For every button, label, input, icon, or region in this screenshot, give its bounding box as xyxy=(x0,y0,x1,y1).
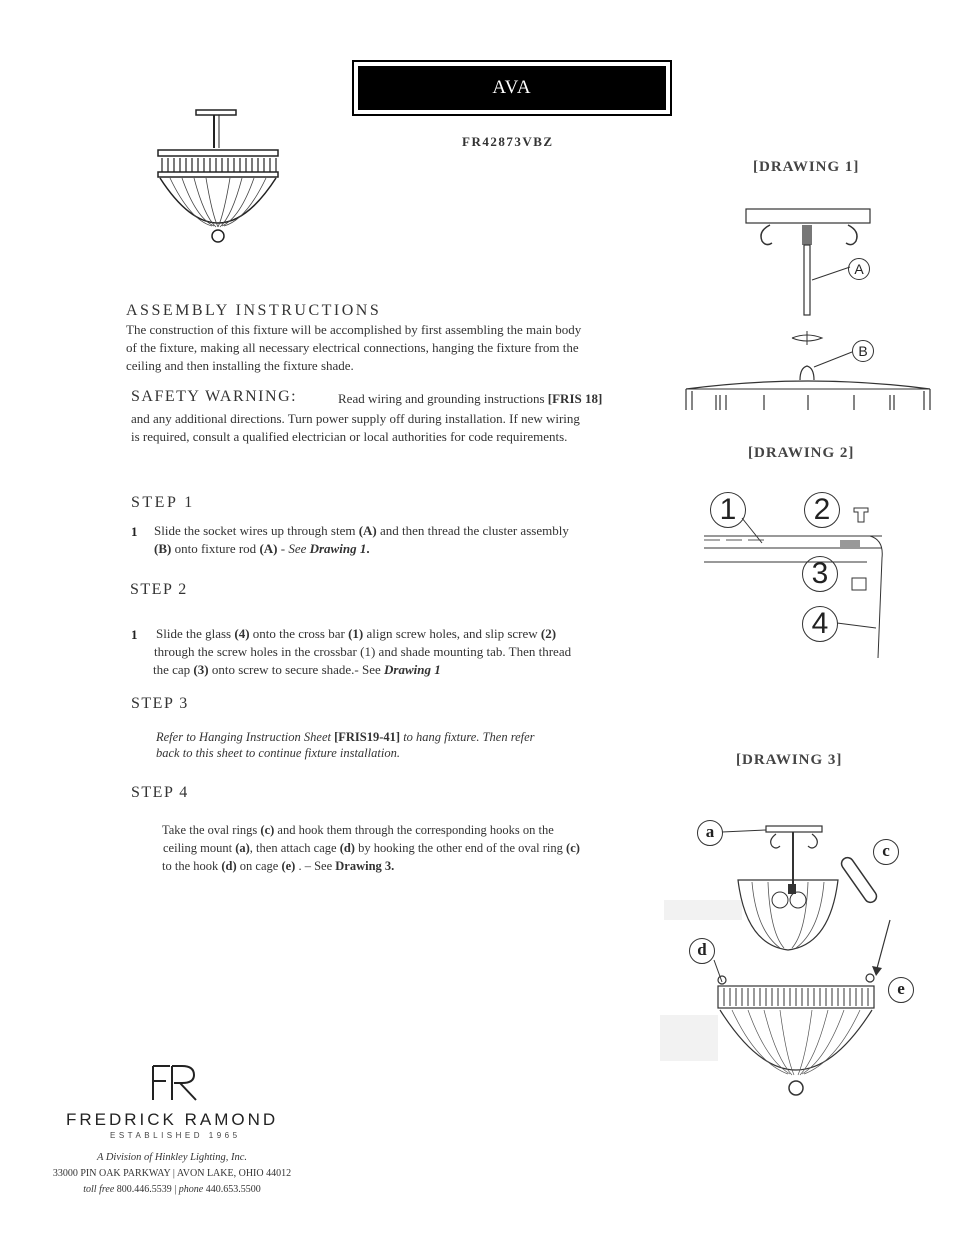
safety-text: Read wiring and grounding instructions xyxy=(338,391,548,406)
step-1-heading: STEP 1 xyxy=(131,494,195,511)
callout-a-upper: A xyxy=(848,258,870,280)
phone-line: toll free 800.446.5539 | phone 440.653.5500 xyxy=(83,1184,261,1195)
callout-3: 3 xyxy=(802,556,838,592)
brand-name: FREDRICK RAMOND xyxy=(66,1110,279,1129)
drawing-1 xyxy=(684,205,934,415)
assembly-line: ceiling and then installing the fixture shade. xyxy=(126,358,354,373)
safety-text-block xyxy=(131,410,671,446)
callout-4: 4 xyxy=(802,606,838,642)
callout-b-upper: B xyxy=(852,340,874,362)
step-2-heading: STEP 2 xyxy=(130,581,188,598)
address-text: 33000 PIN OAK PARKWAY | AVON LAKE, OHIO 44012 xyxy=(52,1168,292,1179)
callout-d: d xyxy=(689,938,715,964)
fr-monogram-logo xyxy=(150,1064,200,1104)
product-title: AVA xyxy=(358,66,666,110)
step-1-text: Slide the socket wires up through stem (A) and then thread the cluster assembly (B) onto fixture rod (A) - See Drawing 1. xyxy=(154,523,569,556)
step-2-number: 1 xyxy=(131,627,138,642)
established-text: ESTABLISHED 1965 xyxy=(110,1131,241,1140)
callout-a: a xyxy=(697,820,723,846)
step-3-text: Refer to Hanging Instruction Sheet [FRIS19-41] to hang fixture. Then refer back to this sheet to continue fixture installation. xyxy=(156,730,535,760)
safety-line: and any additional directions. Turn power supply off during installation. If new wiring xyxy=(131,411,580,426)
safety-line: is required, consult a qualified electrician or local authorities for code requirements. xyxy=(131,429,568,444)
assembly-heading: ASSEMBLY INSTRUCTIONS xyxy=(126,302,382,319)
step-3-heading: STEP 3 xyxy=(131,695,189,712)
callout-1: 1 xyxy=(710,492,746,528)
title-box xyxy=(352,60,672,116)
division-text: A Division of Hinkley Lighting, Inc. xyxy=(97,1152,247,1163)
assembly-line: of the fixture, making all necessary electrical connections, hanging the fixture from the xyxy=(126,340,579,355)
safety-ref: [FRIS 18] xyxy=(547,391,603,406)
safety-first-line xyxy=(338,390,602,408)
assembly-text xyxy=(126,321,666,375)
step-1-number: 1 xyxy=(131,524,138,539)
drawing-3-label: [DRAWING 3] xyxy=(736,752,843,768)
model-number: FR42873VBZ xyxy=(462,134,554,149)
callout-c: c xyxy=(873,839,899,865)
callout-e: e xyxy=(888,977,914,1003)
safety-heading: SAFETY WARNING: xyxy=(131,388,298,405)
step-4-text: Take the oval rings (c) and hook them through the corresponding hooks on the ceiling mount (a), then attach cage (d) by hooking the other end of the oval ring (c) to the hook (d) on cage (e) . – See Drawing 3. xyxy=(162,823,580,873)
drawing-1-label: [DRAWING 1] xyxy=(753,159,860,175)
assembly-line: The construction of this fixture will be accomplished by first assembling the main body xyxy=(126,322,582,337)
callout-2: 2 xyxy=(804,492,840,528)
step-2-text: Slide the glass (4) onto the cross bar (1) align screw holes, and slip screw (2) through the screw holes in the crossbar (1) and shade mounting tab. Then thread the cap (3) onto screw to secure shade.- See Drawing 1 xyxy=(153,626,572,677)
fixture-illustration xyxy=(150,108,290,248)
drawing-2-label: [DRAWING 2] xyxy=(748,445,855,461)
step-4-heading: STEP 4 xyxy=(131,784,189,801)
